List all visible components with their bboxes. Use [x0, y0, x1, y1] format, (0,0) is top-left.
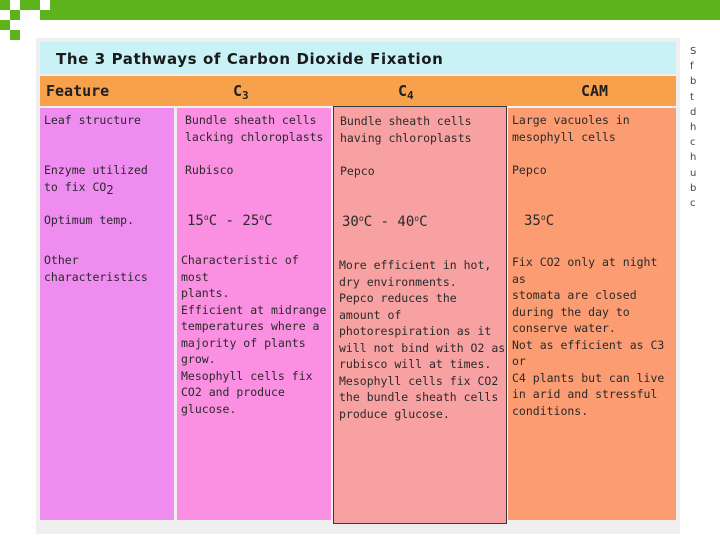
c3-optimum-temp: 15$^o$C - 25$^o$C [187, 213, 273, 229]
c4-optimum-temp: 30$^o$C - 40$^o$C [342, 214, 428, 230]
header-c4: $C_4$ [398, 82, 414, 102]
column-c3 [177, 108, 331, 520]
pathways-table [36, 38, 680, 534]
header-c3: $C_3$ [233, 82, 249, 102]
cam-enzyme: Pepco [512, 163, 547, 177]
header-cam: CAM [581, 82, 609, 100]
cam-leaf-structure: Large vacuoles in mesophyll cells [512, 113, 630, 144]
title-row [40, 42, 676, 74]
label-other: Other characteristics [44, 253, 148, 284]
c4-enzyme: Pepco [340, 164, 375, 178]
column-cam [508, 108, 676, 520]
header-row [40, 76, 676, 106]
c3-enzyme: Rubisco [185, 163, 234, 177]
c3-other: Characteristic of most plants. Efficient at midrange temperatures where a majority of plants grow. Mesophyll cells fix CO2 and produce glucose. [181, 253, 327, 416]
c4-other: More efficient in hot, dry environments. Pepco reduces the amount of photorespiration as it will not bind with O2 as rubisco will at times. Mesophyll cells fix CO2 the bundle sheath cells produce glucose. [339, 258, 506, 421]
column-feature [40, 108, 174, 520]
column-c4 [333, 106, 507, 524]
label-leaf-structure: Leaf structure [44, 113, 141, 127]
c3-leaf-structure: Bundle sheath cells lacking chloroplasts [185, 113, 324, 144]
cam-other: Fix CO2 only at night as stomata are closed during the day to conserve water. Not as efficient as C3 or C4 plants but can live in arid and stressful conditions. [512, 255, 665, 418]
label-enzyme: Enzyme utilized to fix CO2 [44, 163, 148, 197]
header-feature: Feature [46, 82, 110, 100]
cropped-side-text: S f b t d h c h u b c [690, 46, 697, 210]
c4-leaf-structure: Bundle sheath cells having chloroplasts [340, 114, 472, 145]
label-optimum-temp: Optimum temp. [44, 213, 135, 227]
slide-top-bar [0, 0, 720, 20]
page-title: The 3 Pathways of Carbon Dioxide Fixation [56, 50, 444, 68]
cam-optimum-temp: 35$^o$C [524, 213, 555, 229]
